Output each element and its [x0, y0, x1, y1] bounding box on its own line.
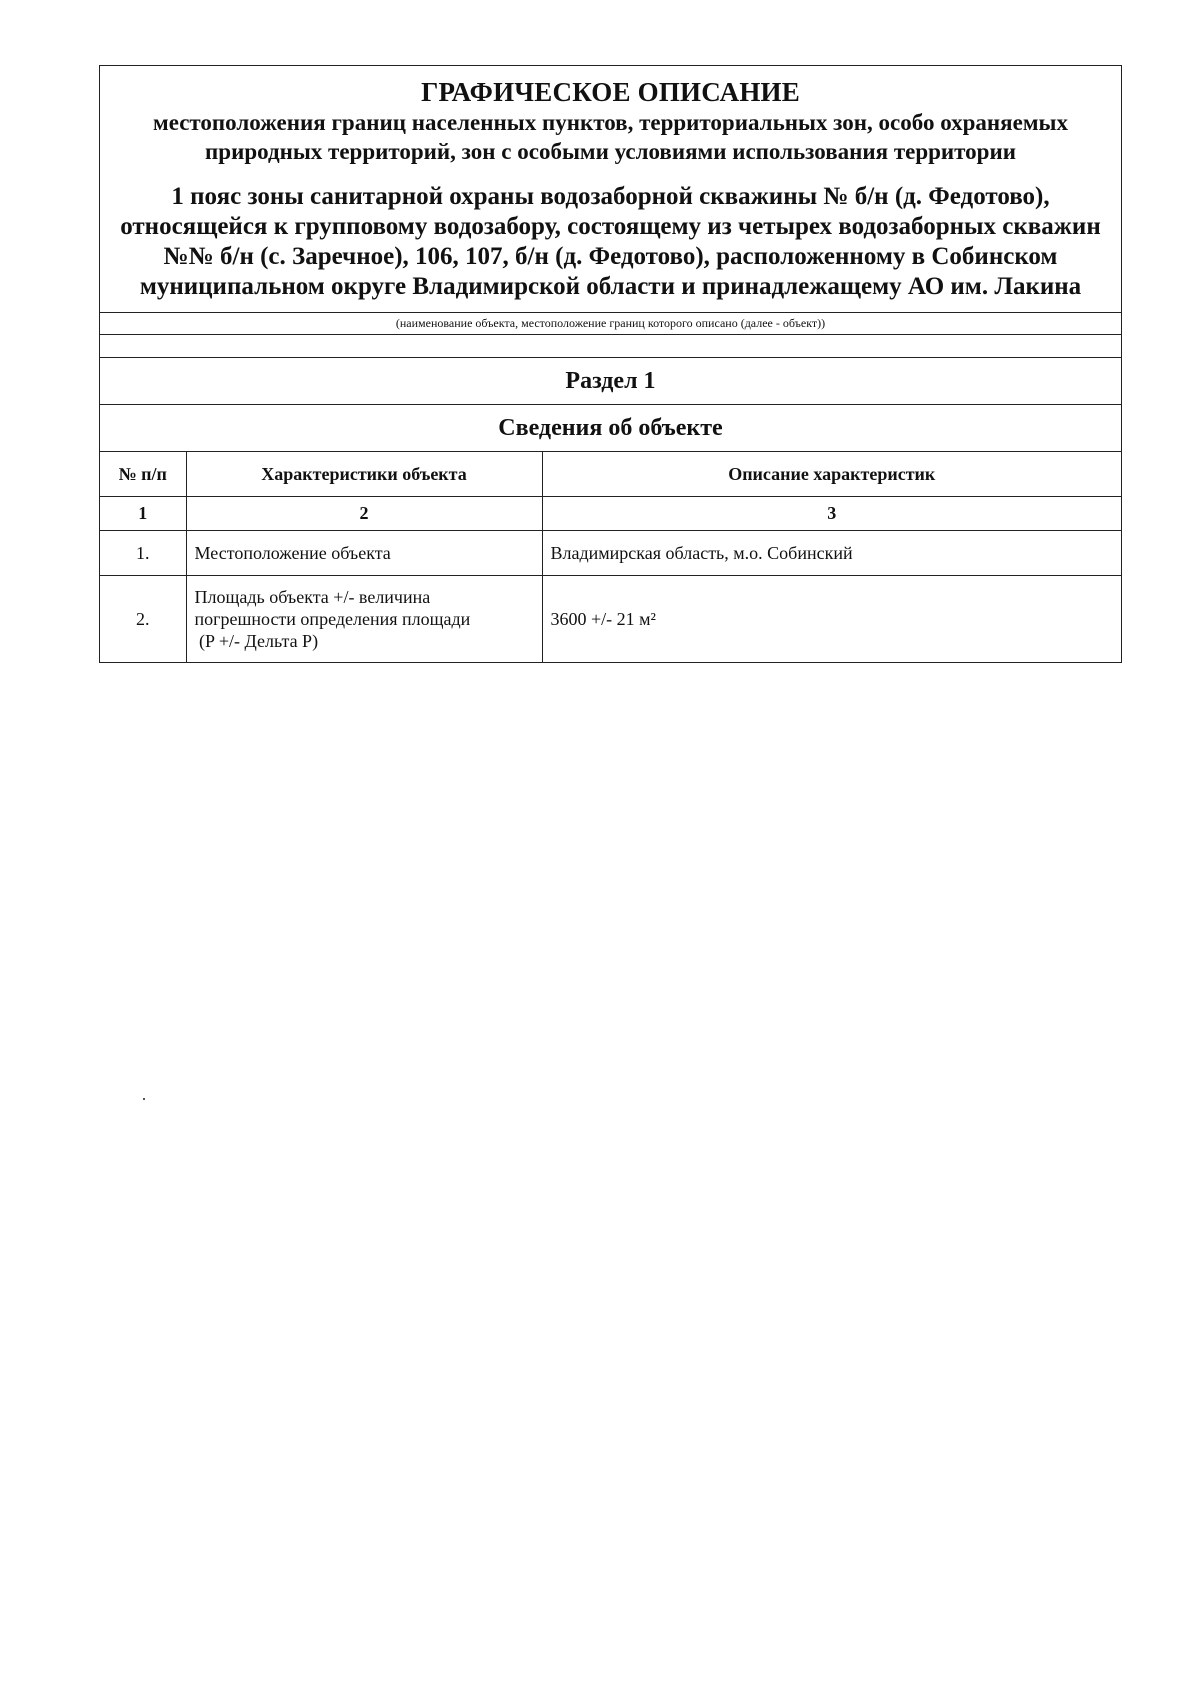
row-characteristic: [186, 576, 542, 663]
section-title: Сведения об объекте: [100, 404, 1121, 451]
row-number: 1.: [100, 531, 186, 576]
header-number: № п/п: [100, 452, 186, 497]
row-number: 2.: [100, 576, 186, 663]
characteristic-line: погрешности определения площади: [194, 609, 471, 629]
row-description: 3600 +/- 21 м²: [550, 609, 656, 629]
table-header-row: [100, 452, 1121, 497]
characteristic-line: (P +/- Дельта P): [194, 631, 319, 651]
title-block: [100, 66, 1121, 312]
row-description: Владимирская область, м.о. Собинский: [542, 531, 1121, 576]
column-number-2: 2: [186, 497, 542, 531]
object-info-table: [100, 451, 1121, 662]
column-number-row: [100, 497, 1121, 531]
characteristic-line: Площадь объекта +/- величина: [194, 587, 431, 607]
table-row: [100, 531, 1121, 576]
row-characteristic: Местоположение объекта: [186, 531, 542, 576]
document-subtitle: местоположения границ населенных пунктов, территориальных зон, особо охраняемых природных территорий, зон с особыми условиями использования территории: [153, 110, 1068, 164]
header-description: Описание характеристик: [542, 452, 1121, 497]
section-label: Раздел 1: [100, 357, 1121, 404]
object-name: 1 пояс зоны санитарной охраны водозаборной скважины № б/н (д. Федотово), относящейся к групповому водозабору, состоящему из четырех водозаборных скважин №№ б/н (с. Заречное), 106, 107, б/н (д. Федотово), расположенному в Собинском муниципальном округе Владимирской области и принадлежащему АО им. Лакина: [120, 183, 1101, 300]
object-caption: (наименование объекта, местоположение границ которого описано (далее - объект)): [100, 312, 1121, 334]
document-title: ГРАФИЧЕСКОЕ ОПИСАНИЕ: [421, 77, 800, 107]
header-characteristic: Характеристики объекта: [186, 452, 542, 497]
table-row: [100, 576, 1121, 663]
column-number-1: 1: [100, 497, 186, 531]
column-number-3: 3: [542, 497, 1121, 531]
document-frame: [99, 65, 1122, 663]
spacer-row: [100, 334, 1121, 357]
scan-speck: [143, 1098, 145, 1100]
